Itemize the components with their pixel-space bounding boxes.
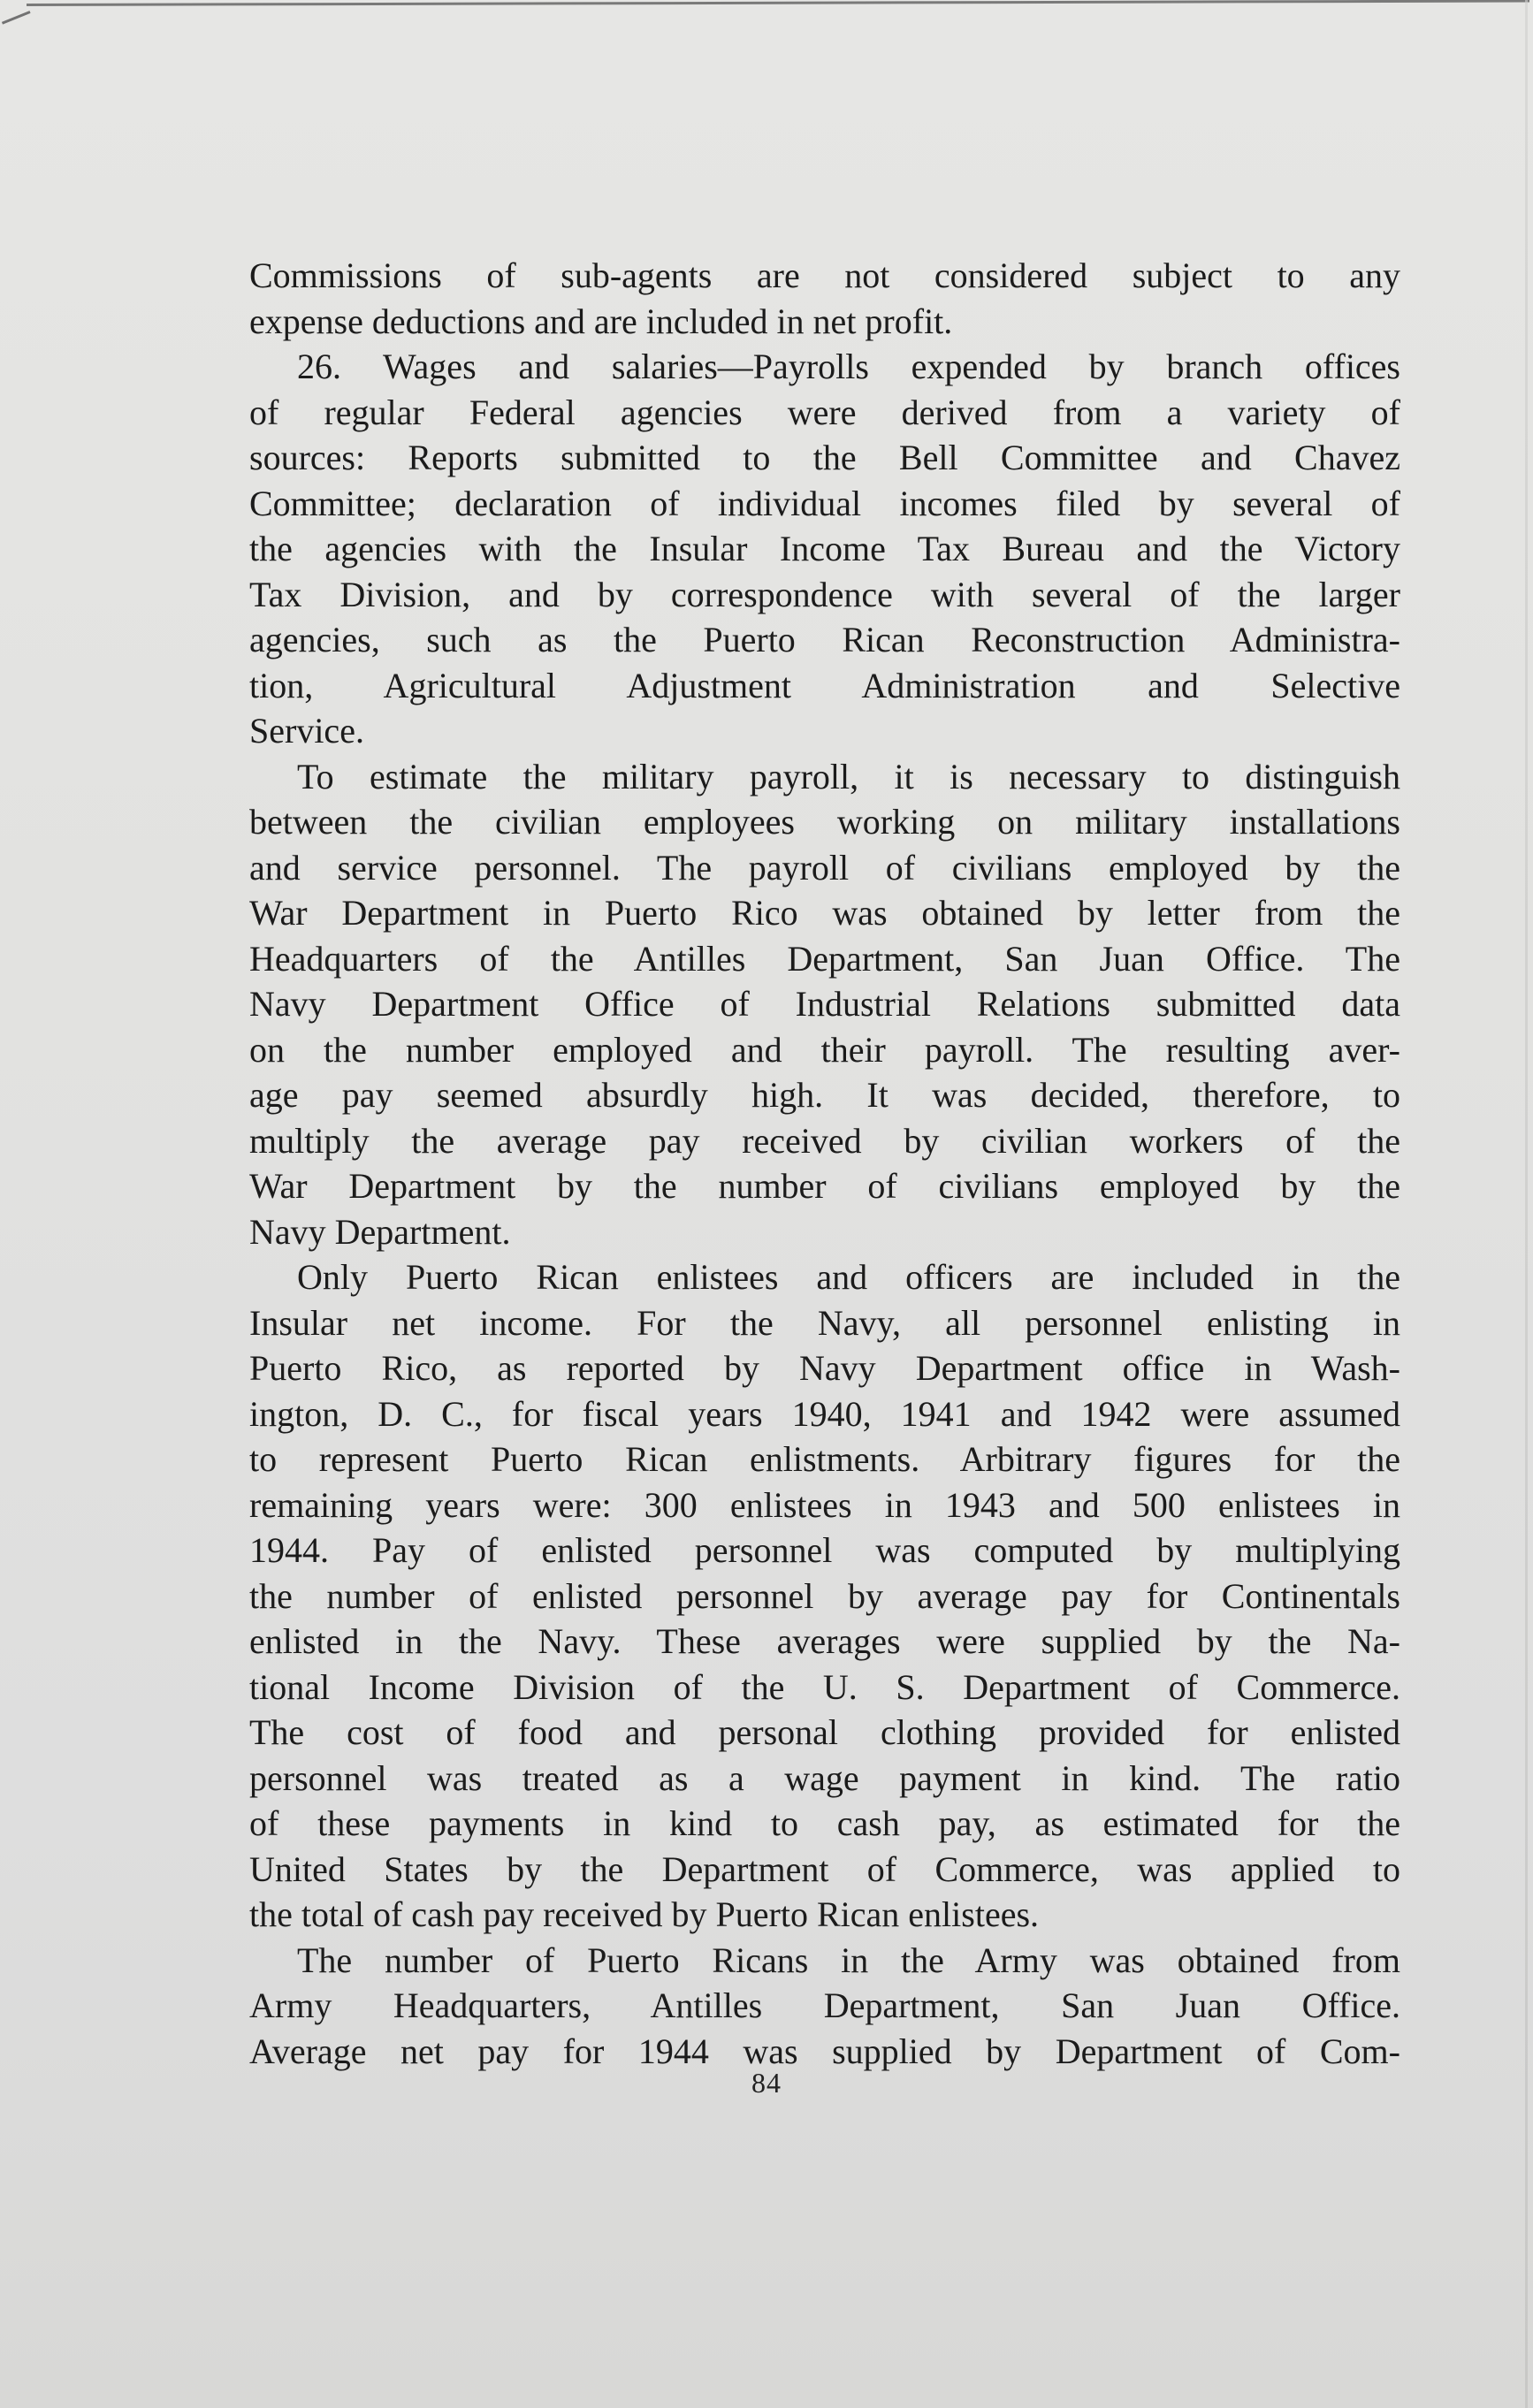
text-line: the total of cash pay received by Puerto Rican enlistees. xyxy=(249,1894,1040,1934)
text-line: Commissions of sub-agents are not considered subject to any xyxy=(249,255,1400,295)
text-line: The number of Puerto Ricans in the Army was obtained from xyxy=(297,1939,1400,1980)
text-line: Army Headquarters, Antilles Department, San Juan Office. xyxy=(249,1985,1400,2025)
page-corner-edge xyxy=(2,11,31,25)
text-line: between the civilian employees working on military installations xyxy=(249,802,1400,842)
text-line: tional Income Division of the U. S. Department of Commerce. xyxy=(249,1666,1400,1707)
text-line: War Department in Puerto Rico was obtained by letter from the xyxy=(249,893,1400,933)
text-line: Only Puerto Rican enlistees and officers are included in the xyxy=(297,1257,1400,1297)
text-line: of these payments in kind to cash pay, as estimated for the xyxy=(249,1803,1400,1843)
text-line: Navy Department Office of Industrial Relations submitted data xyxy=(249,984,1400,1024)
page-number: 84 xyxy=(751,2067,782,2099)
text-line: Navy Department. xyxy=(249,1211,511,1252)
text-line: Puerto Rico, as reported by Navy Department office in Wash- xyxy=(249,1348,1400,1388)
text-line: Insular net income. For the Navy, all personnel enlisting in xyxy=(249,1302,1400,1343)
text-line: To estimate the military payroll, it is necessary to distinguish xyxy=(297,756,1400,796)
page-right-edge xyxy=(1525,0,1528,2408)
text-line: 26. Wages and salaries—Payrolls expended by branch offices xyxy=(297,347,1400,386)
text-line: Headquarters of the Antilles Department, San Juan Office. The xyxy=(249,938,1400,979)
text-line: enlisted in the Navy. These averages were supplied by the Na- xyxy=(249,1621,1400,1661)
text-line: remaining years were: 300 enlistees in 1943 and 500 enlistees in xyxy=(249,1484,1400,1525)
text-line: personnel was treated as a wage payment in kind. The ratio xyxy=(249,1757,1400,1798)
text-line: the number of enlisted personnel by average pay for Continentals xyxy=(249,1575,1400,1616)
text-line: to represent Puerto Rican enlistments. Arbitrary figures for the xyxy=(249,1439,1400,1479)
page-top-edge xyxy=(27,0,1529,6)
text-line: Average net pay for 1944 was supplied by Department of Com- xyxy=(249,2031,1400,2071)
text-line: sources: Reports submitted to the Bell Committee and Chavez xyxy=(249,438,1400,477)
text-line: War Department by the number of civilians employed by the xyxy=(249,1166,1400,1206)
text-line: the agencies with the Insular Income Tax Bureau and the Victory xyxy=(249,529,1400,568)
text-line: The cost of food and personal clothing provided for enlisted xyxy=(249,1712,1400,1752)
text-line: United States by the Department of Commerce, was applied to xyxy=(249,1848,1400,1889)
text-line: and service personnel. The payroll of civilians employed by the xyxy=(249,847,1400,888)
text-line: Service. xyxy=(249,711,364,751)
text-line: ington, D. C., for fiscal years 1940, 1941 and 1942 were assumed xyxy=(249,1393,1400,1434)
text-line: Tax Division, and by correspondence with several of the larger xyxy=(249,574,1400,614)
text-line: on the number employed and their payroll. The resulting aver- xyxy=(249,1029,1400,1070)
text-line: expense deductions and are included in net profit. xyxy=(249,301,953,341)
text-line: multiply the average pay received by civilian workers of the xyxy=(249,1120,1400,1161)
text-line: agencies, such as the Puerto Rican Reconstruction Administra- xyxy=(249,620,1400,659)
text-line: of regular Federal agencies were derived from a variety of xyxy=(249,392,1400,432)
text-line: 1944. Pay of enlisted personnel was computed by multiplying xyxy=(249,1530,1400,1570)
body-text xyxy=(249,253,1400,2074)
text-line: tion, Agricultural Adjustment Administration and Selective xyxy=(249,665,1400,705)
text-line: Committee; declaration of individual incomes filed by several of xyxy=(249,483,1400,523)
text-line: age pay seemed absurdly high. It was decided, therefore, to xyxy=(249,1075,1400,1115)
